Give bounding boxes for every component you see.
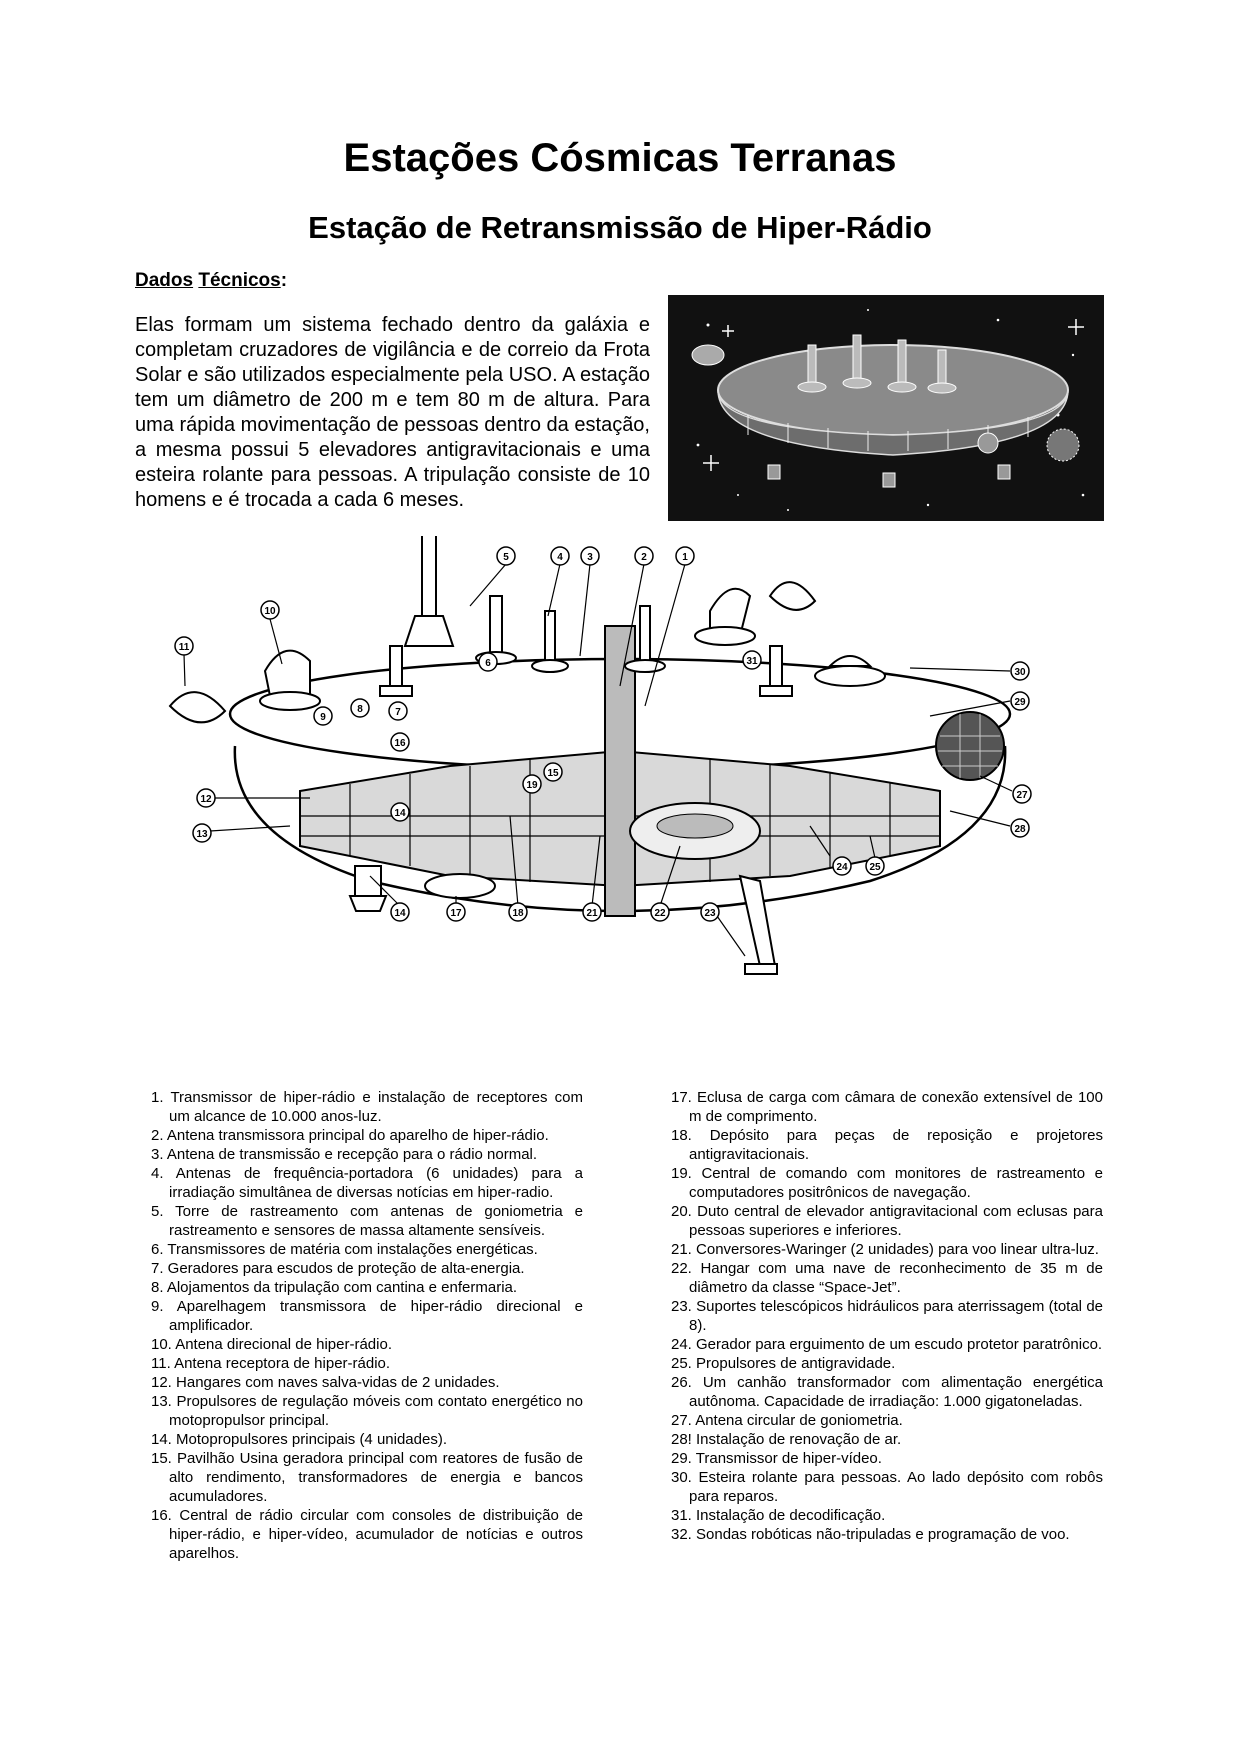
- svg-text:12: 12: [200, 794, 212, 805]
- callout-12: [197, 789, 215, 807]
- callout-6: [479, 653, 497, 671]
- legend-item: 23. Suportes telescópicos hidráulicos para aterrissagem (total de 8).: [671, 1298, 1103, 1334]
- callout-28: [1011, 819, 1029, 837]
- legend-item: 27. Antena circular de goniometria.: [671, 1412, 903, 1429]
- callout-13: [193, 824, 211, 842]
- legend-item: 31. Instalação de decodificação.: [671, 1507, 886, 1524]
- svg-text:19: 19: [526, 780, 538, 791]
- svg-text:9: 9: [320, 712, 326, 723]
- callout-17: [447, 903, 465, 921]
- svg-text:27: 27: [1016, 790, 1028, 801]
- station-photo: [668, 295, 1104, 521]
- svg-text:7: 7: [395, 707, 401, 718]
- legend-item: 4. Antenas de frequência-portadora (6 unidades) para a irradiação simultânea de diversas notícias em hiper-radio.: [151, 1165, 583, 1201]
- legend-item: 2. Antena transmissora principal do aparelho de hiper-rádio.: [151, 1127, 549, 1144]
- callout-29: [1011, 692, 1029, 710]
- heading-colon: :: [280, 270, 288, 291]
- circular-antenna: [1047, 429, 1079, 461]
- callout-1: [676, 547, 694, 565]
- svg-text:30: 30: [1014, 667, 1026, 678]
- svg-text:17: 17: [450, 908, 462, 919]
- callout-5: [497, 547, 515, 565]
- goniometry-sphere: [936, 712, 1004, 780]
- legend-item: 7. Geradores para escudos de proteção de alta-energia.: [151, 1260, 525, 1277]
- svg-text:5: 5: [503, 552, 509, 563]
- legend-item: 32. Sondas robóticas não-tripuladas e programação de voo.: [671, 1526, 1070, 1543]
- callout-19: [523, 775, 541, 793]
- legend-item: 14. Motopropulsores principais (4 unidades).: [151, 1431, 447, 1448]
- callout-11: [175, 637, 193, 655]
- svg-text:8: 8: [357, 704, 363, 715]
- svg-text:31: 31: [746, 656, 758, 667]
- callout-30: [1011, 662, 1029, 680]
- intro-paragraph: Elas formam um sistema fechado dentro da galáxia e completam cruzadores de vigilância e de correio da Frota Solar e são utilizados especialmente pela USO. A estação tem um diâmetro de 200 m e tem 80 m de altura. Para uma rápida movimentação de pessoas dentro da estação, a mesma possui 5 elevadores antigravitacionais e uma esteira rolante para pessoas. A tripulação consiste de 10 homens e é trocada a cada 6 meses.: [135, 314, 650, 511]
- svg-text:4: 4: [557, 552, 563, 563]
- legend-list-right: [655, 1088, 1103, 1544]
- svg-text:16: 16: [394, 738, 406, 749]
- legend-item: 9. Aparelhagem transmissora de hiper-rádio direcional e amplificador.: [151, 1298, 583, 1334]
- svg-text:29: 29: [1014, 697, 1026, 708]
- legend-list-left: [135, 1088, 583, 1563]
- svg-text:22: 22: [654, 908, 666, 919]
- callout-24: [833, 857, 851, 875]
- svg-text:6: 6: [485, 658, 491, 669]
- svg-text:13: 13: [196, 829, 208, 840]
- heading-word-1: Dados: [135, 270, 194, 291]
- callout-2: [635, 547, 653, 565]
- legend-item: 6. Transmissores de matéria com instalações energéticas.: [151, 1241, 538, 1258]
- legend-item: 5. Torre de rastreamento com antenas de goniometria e rastreamento e sensores de massa altamente sensíveis.: [151, 1203, 583, 1239]
- technical-data-heading: [135, 270, 287, 292]
- legend-item: 25. Propulsores de antigravidade.: [671, 1355, 896, 1372]
- callout-22: [651, 903, 669, 921]
- callout-31: [743, 651, 761, 669]
- svg-text:24: 24: [836, 862, 848, 873]
- legend-item: 17. Eclusa de carga com câmara de conexão extensível de 100 m de comprimento.: [671, 1089, 1103, 1125]
- legend-item: 1. Transmissor de hiper-rádio e instalação de receptores com um alcance de 10.000 anos-luz.: [151, 1089, 583, 1125]
- callout-14: [391, 903, 409, 921]
- legend-item: 11. Antena receptora de hiper-rádio.: [151, 1355, 391, 1372]
- legend-item: 16. Central de rádio circular com consoles de distribuição de hiper-rádio, e hiper-vídeo, acumulador de notícias e outros aparelhos.: [151, 1507, 583, 1562]
- svg-text:25: 25: [869, 862, 881, 873]
- legend-item: 8. Alojamentos da tripulação com cantina e enfermaria.: [151, 1279, 518, 1296]
- svg-text:28: 28: [1014, 824, 1026, 835]
- side-port: [978, 433, 998, 453]
- legend-item: 26. Um canhão transformador com alimentação energética autônoma. Capacidade de irradiação: 1.000 gigatoneladas.: [671, 1374, 1103, 1410]
- callout-18: [509, 903, 527, 921]
- top-structures: [260, 536, 885, 710]
- dish-antenna: [692, 345, 724, 365]
- legend-item: 22. Hangar com uma nave de reconhecimento de 35 m de diâmetro da classe “Space-Jet”.: [671, 1260, 1103, 1296]
- svg-text:2: 2: [641, 552, 647, 563]
- legend-item: 28! Instalação de renovação de ar.: [671, 1431, 902, 1448]
- svg-text:23: 23: [704, 908, 716, 919]
- svg-text:15: 15: [547, 768, 559, 779]
- svg-text:3: 3: [587, 552, 593, 563]
- legend-item: 3. Antena de transmissão e recepção para o rádio normal.: [151, 1146, 538, 1163]
- legend-item: 29. Transmissor de hiper-vídeo.: [671, 1450, 882, 1467]
- svg-text:10: 10: [264, 606, 276, 617]
- legend-item: 10. Antena direcional de hiper-rádio.: [151, 1336, 392, 1353]
- legend-item: 24. Gerador para erguimento de um escudo protetor paratrônico.: [671, 1336, 1103, 1353]
- svg-text:11: 11: [178, 642, 190, 653]
- legend-item: 12. Hangares com naves salva-vidas de 2 unidades.: [151, 1374, 500, 1391]
- callout-8: [351, 699, 369, 717]
- heading-word-2: Técnicos: [198, 270, 281, 291]
- station-cutaway-diagram: [150, 536, 1080, 1026]
- svg-text:21: 21: [586, 908, 598, 919]
- callout-9: [314, 707, 332, 725]
- callout-16: [391, 733, 409, 751]
- legend-item: 20. Duto central de elevador antigravitacional com eclusas para pessoas superiores e inferiores.: [671, 1203, 1103, 1239]
- legend-item: 21. Conversores-Waringer (2 unidades) para voo linear ultra-luz.: [671, 1241, 1099, 1258]
- callout-7: [389, 702, 407, 720]
- legend-item: 30. Esteira rolante para pessoas. Ao lado depósito com robôs para reparos.: [671, 1469, 1103, 1505]
- legend-item: 13. Propulsores de regulação móveis com contato energético no motopropulsor principal.: [151, 1393, 583, 1429]
- callout-14-body: [391, 803, 409, 821]
- legend-item: 18. Depósito para peças de reposição e projetores antigravitacionais.: [671, 1127, 1103, 1163]
- svg-text:14: 14: [394, 908, 406, 919]
- callout-21: [583, 903, 601, 921]
- page-subtitle: Estação de Retransmissão de Hiper-Rádio: [308, 210, 932, 245]
- callout-10: [261, 601, 279, 619]
- callout-3: [581, 547, 599, 565]
- page-title: Estações Cósmicas Terranas: [343, 136, 897, 180]
- svg-text:18: 18: [512, 908, 524, 919]
- callout-4: [551, 547, 569, 565]
- callout-15: [544, 763, 562, 781]
- svg-text:14: 14: [394, 808, 406, 819]
- legend-item: 19. Central de comando com monitores de rastreamento e computadores positrônicos de navegação.: [671, 1165, 1103, 1201]
- space-jet: [657, 814, 733, 838]
- callout-27: [1013, 785, 1031, 803]
- callout-25: [866, 857, 884, 875]
- svg-text:1: 1: [682, 552, 688, 563]
- legend-item: 15. Pavilhão Usina geradora principal com reatores de fusão de alto rendimento, transformadores de energia e bancos acumuladores.: [151, 1450, 583, 1505]
- callout-23: [701, 903, 719, 921]
